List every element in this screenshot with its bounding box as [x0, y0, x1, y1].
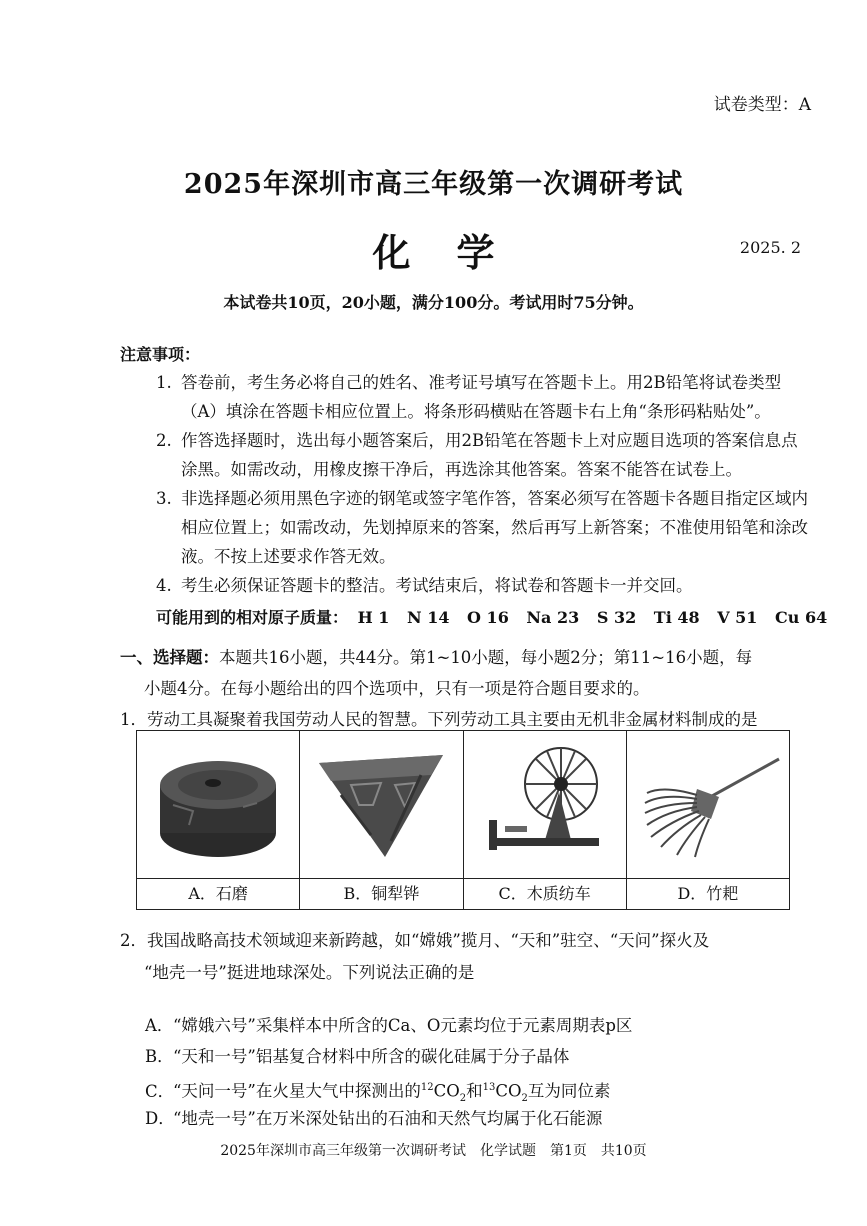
question-2-line1: 2．我国战略高技术领域迎来新跨越，如“嫦娥”揽月、“天和”驻空、“天问”探火及 — [120, 931, 710, 950]
option-text-mid: 和 — [466, 1081, 483, 1101]
note-text: 答卷前，考生务必将自己的姓名、准考证号填写在答题卡上。用2B铅笔将试卷类型（A）填涂在答题卡相应位置上。将条形码横贴在答题卡右上角“条形码粘贴处”。 — [181, 373, 782, 421]
exam-date: 2025. 2 — [739, 238, 801, 257]
atomic-masses-label: 可能用到的相对原子质量： — [156, 608, 349, 627]
option-text: “地壳一号”在万米深处钻出的石油和天然气均属于化石能源 — [173, 1109, 603, 1128]
atomic-mass-value: Na 23 — [526, 608, 580, 627]
question-2-option-b — [145, 1042, 569, 1072]
section-instructions-line2: 小题4分。在每小题给出的四个选项中，只有一项是符合题目要求的。 — [144, 679, 650, 698]
exam-title: 2025年深圳市高三年级第一次调研考试 — [183, 169, 684, 200]
option-cell-a — [137, 731, 300, 909]
note-item — [156, 571, 811, 600]
note-number: 3. — [156, 489, 172, 508]
question-2-option-d — [145, 1104, 602, 1134]
stone-mill-image — [137, 731, 299, 878]
option-cell-d — [627, 731, 789, 909]
option-cell-c — [464, 731, 627, 909]
note-number: 4. — [156, 576, 172, 595]
isotope-mass-13: 13 — [482, 1082, 496, 1093]
formula-co: CO — [495, 1081, 522, 1101]
isotope-mass-12: 12 — [420, 1082, 434, 1093]
option-text: “嫦娥六号”采集样本中所含的Ca、O元素均位于元素周期表p区 — [173, 1016, 633, 1035]
note-item — [156, 426, 811, 484]
spinning-wheel-image — [464, 731, 626, 878]
atomic-mass-value: Ti 48 — [653, 608, 700, 627]
atomic-mass-value: Cu 64 — [775, 608, 828, 627]
atomic-mass-value: O 16 — [467, 608, 509, 627]
option-label-a: A．石磨 — [137, 878, 299, 909]
section-title: 一、选择题： — [120, 648, 219, 667]
note-item — [156, 368, 811, 426]
subject-title: 化学 — [372, 230, 541, 275]
notes-heading: 注意事项： — [120, 345, 201, 364]
exam-info: 本试卷共10页，20小题，满分100分。考试用时75分钟。 — [223, 293, 644, 312]
option-label-c: C．木质纺车 — [464, 878, 626, 909]
atomic-mass-value: V 51 — [717, 608, 758, 627]
copper-plowshare-image — [300, 731, 462, 878]
section-choice-questions — [120, 642, 812, 704]
paper-type-label: 试卷类型：A — [713, 95, 811, 115]
atomic-mass-value: N 14 — [407, 608, 450, 627]
note-text: 考生必须保证答题卡的整洁。考试结束后，将试卷和答题卡一并交回。 — [181, 576, 693, 595]
option-text-pre: “天问一号”在火星大气中探测出的 — [173, 1081, 421, 1101]
atomic-mass-value: H 1 — [357, 608, 390, 627]
atomic-masses — [156, 605, 839, 631]
note-number: 2. — [156, 431, 172, 450]
option-letter: B． — [145, 1047, 174, 1066]
section-instructions-line1: 本题共16小题，共44分。第1~10小题，每小题2分；第11~16小题，每 — [219, 648, 753, 667]
formula-co: CO — [433, 1081, 460, 1101]
option-label-d: D．竹耙 — [627, 878, 789, 909]
page-footer: 2025年深圳市高三年级第一次调研考试 化学试题 第1页 共10页 — [220, 1143, 647, 1159]
question-1-stem: 1．劳动工具凝聚着我国劳动人民的智慧。下列劳动工具主要由无机非金属材料制成的是 — [120, 710, 758, 729]
question-1-image-table — [136, 730, 790, 910]
formula-subscript: 2 — [459, 1092, 467, 1104]
note-text: 作答选择题时，选出每小题答案后，用2B铅笔在答题卡上对应题目选项的答案信息点涂黑。如需改动，用橡皮擦干净后，再选涂其他答案。答案不能答在试卷上。 — [181, 431, 798, 479]
atomic-mass-value: S 32 — [596, 608, 637, 627]
option-letter: C． — [145, 1081, 175, 1101]
question-2-line2: “地壳一号”挺进地球深处。下列说法正确的是 — [144, 963, 475, 982]
option-text-post: 互为同位素 — [527, 1081, 611, 1101]
note-number: 1. — [156, 373, 172, 392]
option-text: “天和一号”铝基复合材料中所含的碳化硅属于分子晶体 — [173, 1047, 570, 1066]
option-letter: A． — [145, 1016, 174, 1035]
note-text: 非选择题必须用黑色字迹的钢笔或签字笔作答，答案必须写在答题卡各题目指定区域内相应位置上；如需改动，先划掉原来的答案，然后再写上新答案；不准使用铅笔和涂改液。不按上述要求作答无效。 — [181, 489, 808, 566]
bamboo-rake-image — [627, 731, 789, 878]
formula-subscript: 2 — [521, 1092, 528, 1104]
option-cell-b — [300, 731, 463, 909]
question-2-stem — [120, 925, 820, 989]
note-item — [156, 484, 811, 571]
option-letter: D． — [145, 1109, 175, 1128]
option-label-b: B．铜犁铧 — [300, 878, 462, 909]
question-2-option-a — [145, 1011, 632, 1041]
